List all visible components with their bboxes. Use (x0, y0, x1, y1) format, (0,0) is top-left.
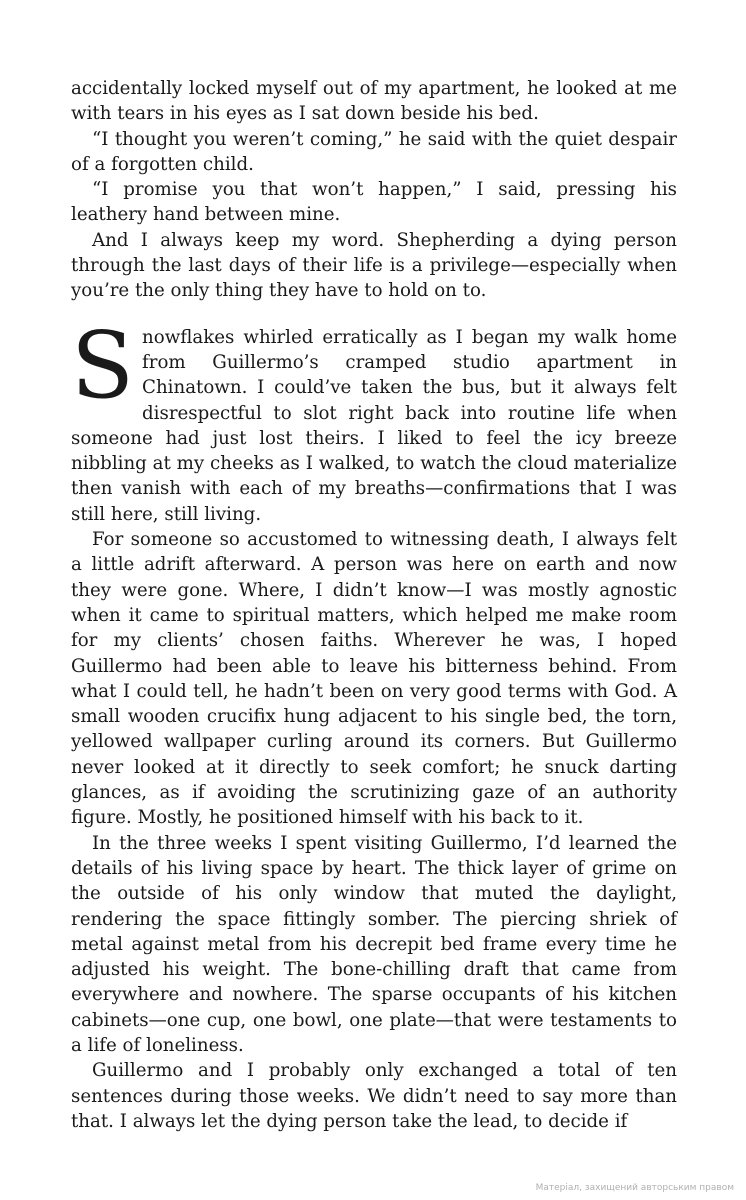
paragraph: accidentally locked myself out of my apartment, he looked at me with tears in his eyes as I sat down beside his bed. (71, 78, 677, 125)
paragraph: In the three weeks I spent visiting Guillermo, I’d learned the details of his living space by heart. The thick layer of grime on the outside of his only window that muted the daylight, rendering the space fittingly somber. The piercing shriek of metal against metal from his decrepit bed frame every time he adjusted his weight. The bone-chilling draft that came from everywhere and nowhere. The sparse occupants of his kitchen cabinets—one cup, one bowl, one plate—that were testaments to a life of loneliness. (71, 832, 677, 1056)
opening-paragraph-text: nowflakes whirled erratically as I began my walk home from Guillermo’s cramped studio apartment in Chinatown. I could’ve taken the bus, but it always felt disrespectful to slot right back into routine life when someone had just lost theirs. I liked to feel the icy breeze nibbling at my cheeks as I walked, to watch the cloud materialize then vanish with each of my breaths—confirmations that I was still here, still living. (71, 326, 677, 525)
paragraph: Guillermo and I probably only exchanged a total of ten sentences during those weeks. We didn’t need to say more than that. I always let the dying person take the lead, to decide if (71, 1060, 677, 1132)
book-page (71, 76, 677, 1134)
copyright-watermark: Матеріал, захищений авторським правом (535, 1183, 734, 1193)
drop-cap: S (71, 311, 135, 419)
paragraph: “I thought you weren’t coming,” he said with the quiet despair of a forgotten child. (71, 128, 677, 175)
paragraph: And I always keep my word. Shepherding a dying person through the last days of their life is a privilege—especially when you’re the only thing they have to hold on to. (71, 229, 677, 302)
section-opening-paragraph (71, 311, 677, 527)
paragraph: “I promise you that won’t happen,” I said, pressing his leathery hand between mine. (71, 179, 677, 226)
paragraph: For someone so accustomed to witnessing death, I always felt a little adrift afterward. A person was here on earth and now they were gone. Where, I didn’t know—I was mostly agnostic when it came to spiritual matters, which helped me make room for my clients’ chosen faiths. Wherever he was, I hoped Guillermo had been able to leave his bitterness behind. From what I could tell, he hadn’t been on very good terms with God. A small wooden crucifix hung adjacent to his single bed, the torn, yellowed wallpaper curling around its corners. But Guillermo never looked at it directly to seek comfort; he snuck darting glances, as if avoiding the scrutinizing gaze of an authority figure. Mostly, he positioned himself with his back to it. (71, 529, 677, 829)
